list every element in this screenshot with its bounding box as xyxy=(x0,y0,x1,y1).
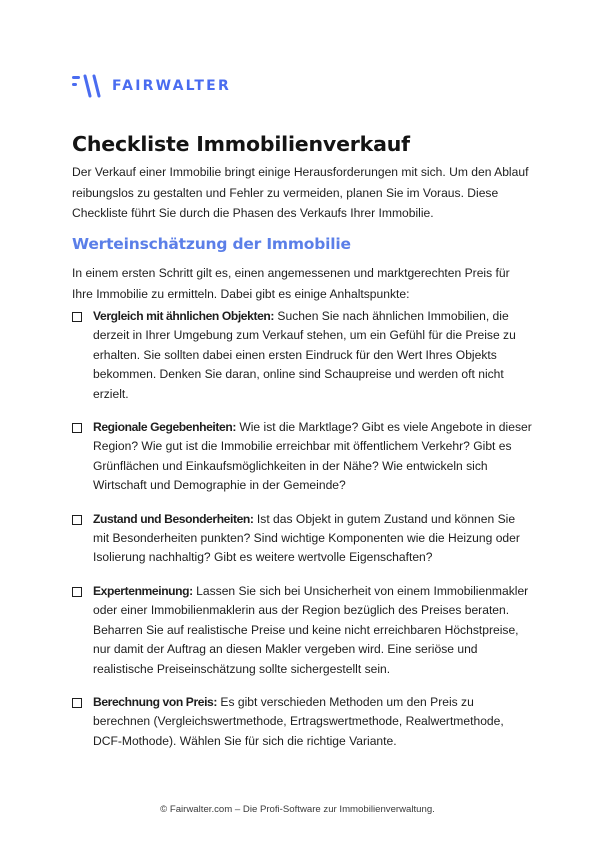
checklist-item-experte xyxy=(72,582,532,679)
checklist-item-berechnung xyxy=(72,693,532,751)
checklist-item-zustand xyxy=(72,510,532,568)
item-text: Ist das Objekt in gutem Zustand und können Sie mit Besonderheiten punkten? Sind wichtige Komponenten wie die Heizung oder Isolierung nachhaltig? Gibt es weitere wertvolle Eigenschaften? xyxy=(93,511,520,565)
checkbox[interactable] xyxy=(72,515,82,525)
fairwalter-logo-icon xyxy=(72,74,103,98)
item-text: Lassen Sie sich bei Unsicherheit von einem Immobilienmakler oder einer Immobilienmaklerin aus der Region bezüglich des Preises beraten. Beharren Sie auf realistische Preise und keine nicht erreichbaren Höchstpreise, nur damit der Auftrag an diesen Makler vergeben wird. Eine seriöse und realistische Preiseinschätzung sollte sichergestellt sein. xyxy=(93,583,529,676)
checklist-item-vergleich xyxy=(72,307,532,404)
checklist xyxy=(72,307,532,765)
item-label: Expertenmeinung: xyxy=(93,583,193,598)
brand-logo xyxy=(72,74,231,98)
intro-paragraph: Der Verkauf einer Immobilie bringt einige Herausforderungen mit sich. Um den Ablauf reibungslos zu gestalten und Fehler zu vermeiden, planen Sie im Voraus. Diese Checkliste führt Sie durch die Phasen des Verkaufs Ihrer Immobilie. xyxy=(72,165,529,221)
footer: © Fairwalter.com – Die Profi-Software zur Immobilienverwaltung. xyxy=(160,804,435,815)
item-label: Vergleich mit ähnlichen Objekten: xyxy=(93,309,275,323)
brand-name: FAIRWALTER xyxy=(112,78,231,94)
checkbox[interactable] xyxy=(72,312,82,322)
section-heading: Werteinschätzung der Immobilie xyxy=(72,235,351,253)
item-text: Wie ist die Marktlage? Gibt es viele Angebote in dieser Region? Wie gut ist die Immobilie erreichbar mit öffentlichem Verkehr? Gibt es Grünflächen und Einkaufsmöglichkeiten in der Nähe? Wie entwickeln sich Wirtschaft und Demographie in der Gemeinde? xyxy=(93,420,532,493)
checklist-item-regional xyxy=(72,418,532,496)
checkbox[interactable] xyxy=(72,698,82,708)
item-label: Zustand und Besonderheiten: xyxy=(93,511,254,526)
item-text: Suchen Sie nach ähnlichen Immobilien, die derzeit in Ihrer Umgebung zum Verkauf stehen, um ein Gefühl für die Preise zu erhalten. Sie sollten dabei einen ersten Eindruck für den Wert Ihres Objekts bekommen. Denken Sie daran, online sind Schaupreise und werden oft nicht erzielt. xyxy=(93,309,516,401)
checkbox[interactable] xyxy=(72,587,82,597)
item-label: Regionale Gegebenheiten: xyxy=(93,420,236,435)
item-text: Es gibt verschieden Methoden um den Preis zu berechnen (Vergleichswertmethode, Ertragswertmethode, Realwertmethode, DCF-Mothode). Wählen Sie für sich die richtige Variante. xyxy=(93,694,504,748)
section-intro: In einem ersten Schritt gilt es, einen angemessenen und marktgerechten Preis für Ihre Immobilie zu ermitteln. Dabei gibt es einige Anhaltspunkte: xyxy=(72,266,510,301)
page-title: Checkliste Immobilienverkauf xyxy=(72,132,410,156)
item-label: Berechnung von Preis: xyxy=(93,694,217,709)
checkbox[interactable] xyxy=(72,423,82,433)
